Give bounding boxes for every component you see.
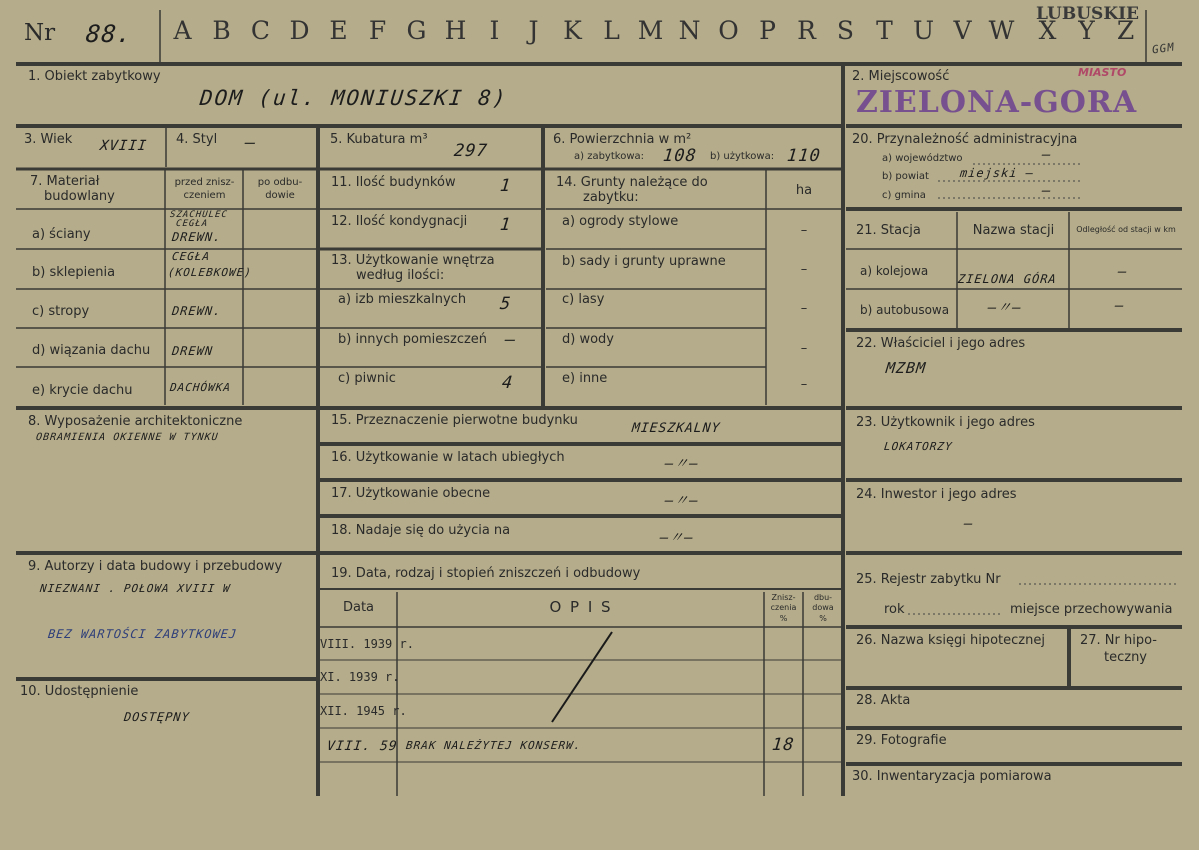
field-6b-value: 110 bbox=[785, 146, 822, 166]
field-22-value: MZBM bbox=[885, 359, 928, 377]
letter-tab: K bbox=[563, 16, 582, 45]
letter-tab: R bbox=[797, 16, 816, 45]
field-20b-label: b) powiat bbox=[882, 171, 929, 182]
field-1-label: 1. Obiekt zabytkowy bbox=[28, 69, 161, 84]
table-19-col-damage-pct: % bbox=[779, 614, 788, 623]
field-22-label: 22. Właściciel i jego adres bbox=[856, 336, 1026, 351]
field-25-year-label: rok bbox=[884, 602, 905, 617]
field-21-col-distance: Odległość od stacji w km bbox=[1076, 225, 1176, 234]
table-19-col-date: Data bbox=[342, 600, 375, 615]
field-14c-label: c) lasy bbox=[562, 292, 605, 307]
table-19-row-date: VIII. 59 bbox=[326, 739, 399, 754]
table-19-col-description: O P I S bbox=[549, 598, 613, 616]
field-14d-label: d) wody bbox=[562, 332, 614, 347]
field-20a-label: a) województwo bbox=[882, 153, 963, 164]
letter-tab: F bbox=[368, 16, 387, 45]
field-16-value: —〃— bbox=[664, 456, 700, 472]
field-20b-value: miejski — bbox=[959, 166, 1035, 180]
field-4-label: 4. Styl bbox=[176, 132, 218, 147]
field-13-label: 13. Użytkowanie wnętrza bbox=[331, 253, 495, 268]
nr-value: 88. bbox=[84, 20, 134, 48]
field-14a-value: – bbox=[800, 223, 808, 238]
field-5-label: 5. Kubatura m³ bbox=[330, 132, 428, 147]
field-6a-label: a) zabytkowa: bbox=[574, 151, 644, 162]
table-19-col-damage: czenia bbox=[770, 603, 797, 612]
field-7-col-after: dowie bbox=[265, 190, 295, 201]
field-13a-label: a) izb mieszkalnych bbox=[338, 292, 467, 307]
field-15-label: 15. Przeznaczenie pierwotne budynku bbox=[331, 413, 578, 428]
field-6-label: 6. Powierzchnia w m² bbox=[553, 132, 692, 147]
material-walls-value: CEGŁA bbox=[175, 219, 209, 229]
field-13b-label: b) innych pomieszczeń bbox=[338, 332, 488, 347]
table-19-row-date: VIII. 1939 r. bbox=[320, 637, 414, 651]
field-14d-value: – bbox=[800, 341, 808, 356]
field-7-col-after: po odbu- bbox=[257, 177, 303, 188]
region-stamp: LUBUSKIE bbox=[1036, 4, 1140, 24]
field-21a-label: a) kolejowa bbox=[860, 264, 929, 278]
field-20-label: 20. Przynależność administracyjna bbox=[852, 132, 1078, 147]
letter-tab: J bbox=[528, 16, 539, 45]
field-30-label: 30. Inwentaryzacja pomiarowa bbox=[852, 769, 1052, 784]
field-11-value: 1 bbox=[498, 176, 513, 196]
material-walls-value: DREWN. bbox=[171, 230, 223, 244]
material-vaults-value: (KOLEBKOWE) bbox=[167, 266, 253, 279]
field-17-label: 17. Użytkowanie obecne bbox=[331, 486, 491, 501]
field-3-label: 3. Wiek bbox=[24, 132, 73, 147]
letter-tab: C bbox=[250, 16, 271, 45]
table-19-col-rebuild-pct: % bbox=[819, 614, 827, 623]
letter-tab: X bbox=[1038, 16, 1057, 45]
field-13b-value: – bbox=[503, 330, 518, 350]
field-20c-label: c) gmina bbox=[882, 190, 926, 201]
field-29-label: 29. Fotografie bbox=[856, 733, 947, 748]
field-12-value: 1 bbox=[498, 215, 513, 235]
field-21b-name: —〃— bbox=[987, 300, 1023, 316]
field-26-label: 26. Nazwa księgi hipotecznej bbox=[856, 633, 1045, 648]
material-roofing-label: e) krycie dachu bbox=[32, 383, 133, 398]
table-19-row-date: XII. 1945 r. bbox=[320, 704, 407, 718]
field-19-label: 19. Data, rodzaj i stopień zniszczeń i odbudowy bbox=[331, 566, 641, 581]
town-stamp: ZIELONA-GORA bbox=[856, 85, 1138, 120]
table-19-col-rebuild: dbu- bbox=[813, 593, 833, 602]
field-1-value: DOM (ul. MONIUSZKI 8) bbox=[198, 86, 509, 110]
field-25-label: 25. Rejestr zabytku Nr bbox=[856, 572, 1001, 587]
field-13a-value: 5 bbox=[498, 294, 513, 314]
field-14e-value: – bbox=[800, 377, 808, 392]
letter-tab: E bbox=[329, 16, 348, 45]
letter-tab: W bbox=[988, 16, 1015, 45]
material-ceilings-label: c) stropy bbox=[32, 304, 90, 319]
letter-tab: H bbox=[444, 16, 467, 45]
table-19-row-date: XI. 1939 r. bbox=[320, 670, 400, 684]
field-8-value: OBRAMIENIA OKIENNE W TYNKU bbox=[35, 432, 220, 443]
field-24-value: — bbox=[963, 516, 975, 532]
material-vaults-label: b) sklepienia bbox=[32, 265, 116, 280]
field-17-value: —〃— bbox=[664, 493, 700, 509]
field-6a-value: 108 bbox=[661, 146, 698, 166]
table-19-col-damage: Znisz- bbox=[771, 593, 796, 602]
letter-tab: U bbox=[912, 16, 935, 45]
letter-tab: G bbox=[406, 16, 427, 45]
letter-tab: Y bbox=[1078, 16, 1095, 45]
field-23-label: 23. Użytkownik i jego adres bbox=[856, 415, 1035, 430]
material-walls-value: SZACHULEC bbox=[169, 210, 229, 220]
field-8-label: 8. Wyposażenie architektoniczne bbox=[28, 414, 243, 429]
field-10-label: 10. Udostępnienie bbox=[20, 684, 139, 699]
field-13c-label: c) piwnic bbox=[338, 371, 396, 386]
field-13c-value: 4 bbox=[500, 373, 515, 393]
field-25-storage-label: miejsce przechowywania bbox=[1010, 602, 1173, 617]
letter-tab: N bbox=[678, 16, 701, 45]
field-21a-name: ZIELONA GÓRA bbox=[957, 272, 1058, 286]
field-7-col-before: czeniem bbox=[183, 190, 226, 201]
table-19-row-damage: 18 bbox=[770, 735, 796, 755]
field-27-label: 27. Nr hipo- bbox=[1080, 633, 1157, 648]
letter-tab: L bbox=[603, 16, 620, 45]
field-15-value: MIESZKALNY bbox=[631, 421, 722, 436]
field-24-label: 24. Inwestor i jego adres bbox=[856, 487, 1017, 502]
field-13-label: według ilości: bbox=[356, 268, 445, 283]
field-16-label: 16. Użytkowanie w latach ubiegłych bbox=[331, 450, 565, 465]
field-21b-distance: — bbox=[1114, 298, 1126, 314]
letter-tab: T bbox=[876, 16, 893, 45]
field-21-col-name: Nazwa stacji bbox=[972, 223, 1055, 238]
material-walls-label: a) ściany bbox=[32, 227, 91, 242]
field-14e-label: e) inne bbox=[562, 371, 608, 386]
letter-tab: M bbox=[637, 16, 664, 45]
field-21b-label: b) autobusowa bbox=[860, 303, 950, 317]
field-11-label: 11. Ilość budynków bbox=[331, 175, 456, 190]
field-14-label: zabytku: bbox=[583, 190, 639, 205]
field-2-label: 2. Miejscowość bbox=[852, 69, 950, 84]
material-roof-truss-label: d) wiązania dachu bbox=[32, 343, 151, 358]
letter-tab: D bbox=[289, 16, 310, 45]
table-19-col-rebuild: dowa bbox=[812, 603, 834, 612]
field-21-label: 21. Stacja bbox=[856, 223, 921, 238]
field-7-label: 7. Materiał bbox=[30, 174, 100, 189]
letter-tab: O bbox=[718, 16, 739, 45]
field-9-value: NIEZNANI . POŁOWA XVIII W bbox=[39, 582, 232, 595]
table-19-row-description: BRAK NALEŻYTEJ KONSERW. bbox=[405, 739, 583, 752]
field-3-value: XVIII bbox=[99, 138, 148, 154]
field-14c-value: – bbox=[800, 301, 808, 316]
field-18-label: 18. Nadaje się do użycia na bbox=[331, 523, 511, 538]
field-14b-value: – bbox=[800, 262, 808, 277]
field-9-note: BEZ WARTOŚCI ZABYTKOWEJ bbox=[47, 627, 238, 641]
material-ceilings-value: DREWN. bbox=[171, 304, 223, 318]
field-2-stamp-small: MIASTO bbox=[1078, 66, 1127, 79]
material-vaults-value: CEGŁA bbox=[171, 250, 211, 263]
field-14b-label: b) sady i grunty uprawne bbox=[562, 254, 726, 269]
letter-tab: S bbox=[836, 16, 855, 45]
field-28-label: 28. Akta bbox=[856, 693, 911, 708]
field-5-value: 297 bbox=[452, 141, 489, 161]
field-6b-label: b) użytkowa: bbox=[710, 151, 775, 162]
field-14-unit: ha bbox=[795, 183, 813, 198]
field-18-value: —〃— bbox=[659, 530, 695, 546]
nr-label: Nr bbox=[24, 20, 56, 46]
letter-tab: P bbox=[759, 16, 776, 45]
field-14a-label: a) ogrody stylowe bbox=[562, 214, 679, 229]
field-20c-value: — bbox=[1041, 183, 1053, 199]
field-9-label: 9. Autorzy i data budowy i przebudowy bbox=[28, 559, 283, 574]
field-14-label: 14. Grunty należące do bbox=[556, 175, 708, 190]
letter-tab: A bbox=[173, 16, 192, 45]
field-20a-value: — bbox=[1041, 147, 1053, 163]
material-roofing-value: DACHÓWKA bbox=[169, 381, 232, 394]
field-10-value: DOSTĘPNY bbox=[123, 710, 191, 724]
field-7-col-before: przed znisz- bbox=[174, 177, 235, 188]
letter-tab: B bbox=[212, 16, 231, 45]
field-27-label: teczny bbox=[1104, 650, 1147, 665]
letter-tab: Z bbox=[1116, 16, 1135, 45]
field-23-value: LOKATORZY bbox=[883, 440, 954, 453]
field-12-label: 12. Ilość kondygnacji bbox=[331, 214, 468, 229]
material-roof-truss-value: DREWN bbox=[171, 344, 214, 358]
letter-tab: V bbox=[953, 16, 972, 45]
field-21a-distance: — bbox=[1117, 264, 1129, 280]
reviewer-initials: GGM bbox=[1151, 40, 1176, 57]
letter-tab: I bbox=[489, 16, 500, 45]
field-4-value: — bbox=[243, 133, 258, 153]
field-7-label: budowlany bbox=[44, 189, 115, 204]
